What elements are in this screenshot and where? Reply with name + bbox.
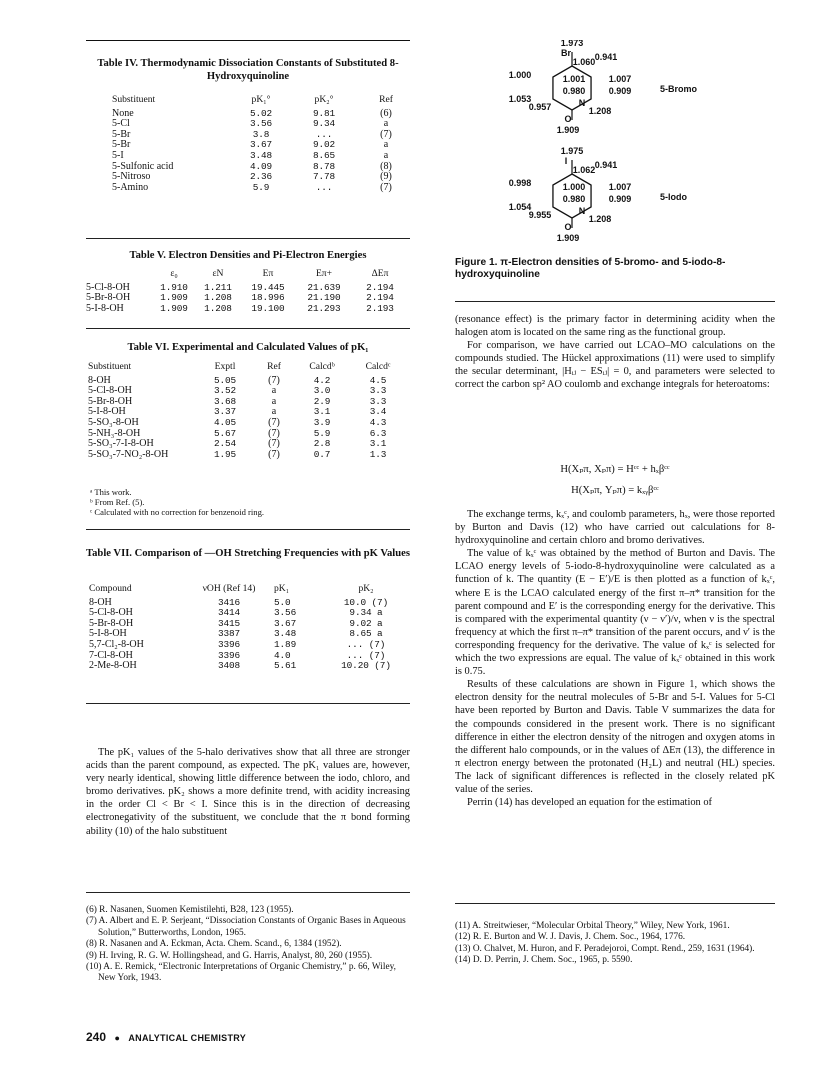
table7-header-2: pK₁ [274,583,290,594]
table4-cell: 8.65 [312,149,336,161]
table6-header-4: Calcdᶜ [365,361,391,372]
reference-item: (10) A. E. Remick, “Electronic Interpretations of Organic Chemistry,” p. 66, Wiley, New York, 1943. [86,962,396,984]
table5-header-4: Eπ+ [315,268,333,279]
table-row [86,304,408,315]
table6-cell: 3.1 [369,438,387,450]
table-row [88,376,408,387]
table4-cell: 3.56 [249,118,273,130]
density-label: 0.980 [562,194,586,204]
right-body-text [455,313,775,392]
density-label: 1.973 [560,40,584,48]
table-footnote: ᶜ Calculated with no correction for benzenoid ring. [90,507,265,518]
table5-header-3: Eπ [262,268,274,279]
table5-cell: 2.194 [366,292,394,304]
table4-cell: 9.02 [312,139,336,151]
table7-bottom-rule [86,703,410,704]
table7-cell: 3414 [217,607,241,619]
table5-cell: 1.208 [204,292,232,304]
table4 [112,95,416,193]
table6-header-0: Substituent [88,361,132,372]
table4-cell: 5-Br [112,139,131,151]
table7-cell: 5.61 [274,660,297,672]
table-row [88,418,408,429]
table5-cell: 2.194 [366,281,394,293]
right-paragraph-3: The exchange terms, kₓᶜ, and coulomb parameters, hₓ, were those reported by Burton and Davis (12) who have carried out calculations for 8-hydroxyquinoline and certain chloro and bromo derivatives. [455,509,775,547]
right-paragraph-1: (resonance effect) is the primary factor in determining acidity when the halogen atom is located on the same ring as the functional group. [455,314,775,339]
table7-cell: 5-I-8-OH [89,628,127,640]
table4-cell: 5-I [112,149,124,161]
density-label: 0.998 [508,178,532,188]
table4-cell: ... [315,128,333,140]
page-number: 240 [86,1030,107,1044]
table6-cell: 3.9 [313,416,331,428]
density-label: 0.980 [562,86,586,96]
density-label: 1.001 [562,74,586,84]
right-paragraph-4: The value of kₓᶜ was obtained by the method of Burton and Davis. The LCAO energy levels of 5-iodo-8-hydroxyquinoline were calculated as a function of k. The quantity (E − E′)/E is then plotted as a function of kₓᶜ, where E is the LCAO calculated energy of the first π–π* transition for the parent compound and E′ is the corresponding energy for the derivative. This is compared with the experimental quantity (ν − ν′)/ν, when ν is the spectral frequency at which the first π–π* transition of the parent occurs, and ν′ is the corresponding frequency for the derivative. The value of kₓᶜ is selected for which the two expressions are equal. The value of kₓᶜ obtained in this work is 0.75. [455,548,775,678]
table5-header-0 [86,269,152,283]
table7-cell: 9.02 a [349,617,383,629]
table5-cell: 1.909 [160,302,188,314]
reference-item: (13) O. Chalvet, M. Huron, and F. Peradejoroi, Compt. Rend., 259, 1631 (1964). [455,943,755,954]
table4-cell: 3.48 [249,149,273,161]
table7-cell: 8-OH [89,596,112,608]
table4-cell: (7) [380,128,392,140]
reference-item: (8) R. Nasanen and A. Eckman, Acta. Chem. Scand., 6, 1384 (1952). [86,939,342,950]
table7-header-3: pK₂ [358,583,374,594]
table6-cell: 2.8 [313,438,331,450]
table4-cell: 5-Cl [112,118,130,130]
table-footnote: ᵇ From Ref. (5). [90,497,145,508]
table4-cell: (8) [380,160,392,172]
density-label: 0.941 [594,160,618,170]
table5-bottom-rule [86,328,410,329]
table6-footnotes [90,487,410,518]
table4-cell: 9.81 [312,107,336,119]
table4-cell: (7) [380,181,392,193]
page-folio [86,1028,246,1046]
table4-bottom-rule [86,238,410,239]
table5-cell: 21.293 [307,302,341,314]
density-label: 1.000 [562,182,586,192]
table6-cell: 5-Cl-8-OH [88,385,132,397]
table4-cell: (9) [380,171,392,183]
table6-cell: 5.05 [213,374,237,386]
table6-cell: 4.5 [369,374,387,386]
table7-cell: 5.0 [274,596,291,608]
density-label: 0.957 [528,102,552,112]
table-row [88,397,408,408]
table4-cell: a [383,149,389,161]
table7-cell: 2-Me-8-OH [89,660,137,672]
table7-cell: 3.48 [274,628,297,640]
table7-title: Table VII. Comparison of —OH Stretching Frequencies with pK Values [86,548,410,559]
density-label: 1.975 [560,146,584,156]
table4-header-1: pK₁° [251,94,271,105]
table4-cell: a [383,118,389,130]
right-body-text-2 [455,508,775,809]
table7-cell: 4.0 [274,649,291,661]
table4-cell: 7.78 [312,171,336,183]
halogen-symbol: I [564,156,568,166]
density-label: 9.955 [528,210,552,220]
molecule-label: 5-Iodo [660,192,687,202]
table6-cell: 0.7 [313,448,331,460]
table4-header-2: pK₂° [314,94,334,105]
table6-cell: 2.54 [213,438,237,450]
table-row [88,386,408,397]
folio-bullet: ● [114,1033,120,1043]
table7-cell: 10.20 (7) [341,660,391,672]
table4-cell: 8.78 [312,160,336,172]
table6-cell: 4.05 [213,416,237,428]
table4-cell: ... [315,181,333,193]
table-footnote: ᵃ This work. [90,487,132,497]
density-label: 1.060 [572,57,596,67]
table6-cell: 3.37 [213,406,237,418]
reference-item: (14) D. D. Perrin, J. Chem. Soc., 1965, p. 5590. [455,955,633,966]
table7-cell: 3396 [217,649,241,661]
oxygen-symbol: O [564,114,572,124]
table6-cell: 3.1 [313,406,331,418]
table6-cell: 3.4 [369,406,387,418]
table6-title: Table VI. Experimental and Calculated Values of pK₁ [127,342,369,353]
table6-cell: 3.0 [313,385,331,397]
left-body-text [86,746,410,838]
table6-header-1: Exptl [214,361,236,372]
table-row [86,293,408,304]
table4-cell: 4.09 [249,160,273,172]
table6-cell: 5.9 [313,427,331,439]
molecule-label: 5-Bromo [660,84,698,94]
table7-cell: 8.65 a [349,628,383,640]
table7 [89,584,406,672]
table6-cell: 5-NH₃-8-OH [88,427,141,439]
table5-cell: 1.909 [160,292,188,304]
table4-cell: 5-Br [112,128,131,140]
density-label: 1.062 [572,165,596,175]
table6-cell: 5-Br-8-OH [88,395,133,407]
table5 [86,269,408,314]
table5-cell: 2.193 [366,302,394,314]
table6-cell: 8-OH [88,374,111,386]
table7-cell: ... (7) [346,649,386,661]
oxygen-symbol: O [564,222,572,232]
density-label: 1.053 [508,94,532,104]
reference-item: (11) A. Streitwieser, “Molecular Orbital Theory,” Wiley, New York, 1961. [455,921,730,931]
table5-cell: 5-Cl-8-OH [86,281,130,293]
table-row [86,283,408,294]
density-label: 1.054 [508,202,532,212]
top-rule [86,40,410,41]
table4-title: Table IV. Thermodynamic Dissociation Constants of Substituted 8-Hydroxyquinoline [97,58,399,82]
table4-cell: None [112,107,134,119]
table7-cell: ... (7) [346,638,386,650]
table6-cell: 2.9 [313,395,331,407]
density-label: 0.941 [594,52,618,62]
table6-cell: a [271,395,277,407]
table7-cell: 3387 [217,628,241,640]
reference-item: (12) R. E. Burton and W. J. Davis, J. Chem. Soc., 1964, 1776. [455,932,686,943]
table7-cell: 3.67 [274,617,297,629]
journal-name: ANALYTICAL CHEMISTRY [128,1033,247,1043]
table7-cell: 3408 [217,660,241,672]
reference-item: (7) A. Albert and E. P. Serjeant, “Dissociation Constants of Organic Bases in Aqueous Solution,” Butterworths, London, 1965. [86,916,406,938]
table5-cell: 19.100 [251,302,285,314]
table5-cell: 1.211 [204,281,232,293]
table6-header-3: Calcdᵇ [309,361,335,372]
table-row [88,450,408,461]
table7-cell: 7-Cl-8-OH [89,649,133,661]
figure1-caption: Figure 1. π-Electron densities of 5-bromo- and 5-iodo-8-hydroxyquinoline [455,257,726,281]
right-paragraph-6: Perrin (14) has developed an equation for the estimation of [467,797,712,809]
table6-cell: 4.3 [369,416,387,428]
table7-cell: 5-Br-8-OH [89,617,134,629]
figure1-diagram [452,40,776,250]
density-label: 0.909 [608,194,632,204]
table6-cell: 1.95 [213,448,237,460]
table4-cell: 3.8 [252,128,270,140]
table5-cell: 21.190 [307,292,341,304]
table4-cell: (6) [380,107,392,119]
table7-header-0: Compound [89,583,132,594]
table6-cell: 1.3 [369,448,387,460]
table5-cell: 1.208 [204,302,232,314]
figure-rule [455,301,775,302]
table5-title: Table V. Electron Densities and Pi-Electron Energies [129,250,367,261]
table6-cell: a [271,385,277,397]
table6-cell: (7) [268,427,280,439]
table6-cell: 5-SO₃-7-NO₂-8-OH [88,448,169,460]
table7-cell: 1.89 [274,638,297,650]
reference-item: (6) R. Nasanen, Suomen Kemistilehti, B28, 123 (1955). [86,905,294,915]
table7-cell: 5,7-Cl₂-8-OH [89,638,144,650]
table4-header-0: Substituent [112,94,156,105]
table6-cell: 5-SO₃-8-OH [88,416,139,428]
table4-cell: 5-Sulfonic acid [112,160,174,172]
table4-cell: a [383,139,389,151]
left-paragraph: The pK₁ values of the 5-halo derivatives show that all three are stronger acids than the parent compound, as expected. The pK₁ values are, however, very nearly identical, showing little difference between the iodo, chloro, and bromo derivatives. pK₂ shows a more definite trend, with acidity increasing in the order Cl < Br < I. Since this is in the direction of decreasing electronegativity of the substituent, we conclude that the π bond forming ability (10) of the halo substituent [86,747,410,837]
table6 [88,362,408,460]
table6-cell: 3.3 [369,385,387,397]
table5-cell: 1.910 [160,281,188,293]
table5-header-5: ΔEπ [371,268,389,279]
table5-cell: 5-Br-8-OH [86,292,131,304]
table5-cell: 5-I-8-OH [86,302,124,314]
density-label: 1.909 [556,233,580,243]
table7-cell: 3415 [217,617,241,629]
table7-header-1: νOH (Ref 14) [202,583,256,594]
right-refs-rule [455,903,775,904]
table7-cell: 3.56 [274,607,297,619]
density-label: 1.909 [556,125,580,135]
table-row [112,183,416,194]
table5-header-2: εN [212,268,224,279]
table6-cell: 5-I-8-OH [88,406,126,418]
table4-cell: 5.9 [252,181,270,193]
table6-cell: (7) [268,374,280,386]
table4-cell: 5-Amino [112,181,149,193]
density-label: 1.007 [608,182,632,192]
density-label: 1.000 [508,70,532,80]
density-label: 1.208 [588,106,612,116]
table7-cell: 10.0 (7) [343,596,389,608]
equation-2: H(Xₚπ, Yₚπ) = kₓᵧβᶜᶜ [571,485,659,496]
nitrogen-symbol: N [578,98,586,108]
table-row [112,151,416,162]
table4-cell: 5.02 [249,107,273,119]
left-references [86,905,410,985]
table5-cell: 19.445 [251,281,285,293]
table7-cell: 3416 [217,596,241,608]
density-label: 1.208 [588,214,612,224]
right-references [455,921,775,967]
equation-1: H(Xₚπ, Xₚπ) = Hᶜᶜ + hₓβᶜᶜ [560,464,670,475]
table7-cell: 3396 [217,638,241,650]
table4-cell: 3.67 [249,139,273,151]
table7-cell: 5-Cl-8-OH [89,607,133,619]
nitrogen-symbol: N [578,206,586,216]
table-row [89,661,406,672]
density-label: 1.007 [608,74,632,84]
table4-cell: 5-Nitroso [112,171,151,183]
table6-cell: (7) [268,438,280,450]
table6-cell: (7) [268,416,280,428]
table6-cell: 3.52 [213,385,237,397]
table6-cell: 4.2 [313,374,331,386]
table6-cell: 5-SO₃-7-I-8-OH [88,438,154,450]
density-label: 0.909 [608,86,632,96]
table5-cell: 18.996 [251,292,285,304]
right-paragraph-2: For comparison, we have carried out LCAO–MO calculations on the compounds studied. The Hückel approximations (11) were used to simplify the secular determinant, |Hᵢⱼ − ESᵢⱼ| = 0, and parameters were selected to correct the carbon sp² AO coulomb and exchange integrals for heteroatoms: [455,340,775,391]
left-refs-rule [86,892,410,893]
table6-cell: 6.3 [369,427,387,439]
table6-cell: 5.67 [213,427,237,439]
table5-header-1: ε₀ [170,268,178,279]
table7-cell: 9.34 a [349,607,383,619]
table6-bottom-rule [86,529,410,530]
table4-header-3: Ref [379,94,393,105]
reference-item: (9) H. Irving, R. G. W. Hollingshead, and G. Harris, Analyst, 80, 260 (1955). [86,950,373,961]
table6-cell: 3.3 [369,395,387,407]
table6-cell: a [271,406,277,418]
table-row [89,640,406,651]
table6-header-2: Ref [267,361,281,372]
table6-cell: 3.68 [213,395,237,407]
table4-cell: 9.34 [312,118,336,130]
halogen-symbol: Br [560,48,572,58]
table6-cell: (7) [268,448,280,460]
table5-cell: 21.639 [307,281,341,293]
right-paragraph-5: Results of these calculations are shown in Figure 1, which shows the electron density for the neutral molecules of 5-Br and 5-I. Values for 5-Cl have been reported by Burton and Davis. Table V summarizes the data for the compounds considered in the present work. There is no significant difference in either the electron density of the nitrogen and oxygen atoms in the different halo compounds, or in the values of ΔEπ (13), the difference in π electron energy between the protonated (H₂L) and neutral (HL) species. The lack of significant differences is reflected in the closely related pK value of the series. [455,679,775,795]
table4-cell: 2.36 [249,171,273,183]
